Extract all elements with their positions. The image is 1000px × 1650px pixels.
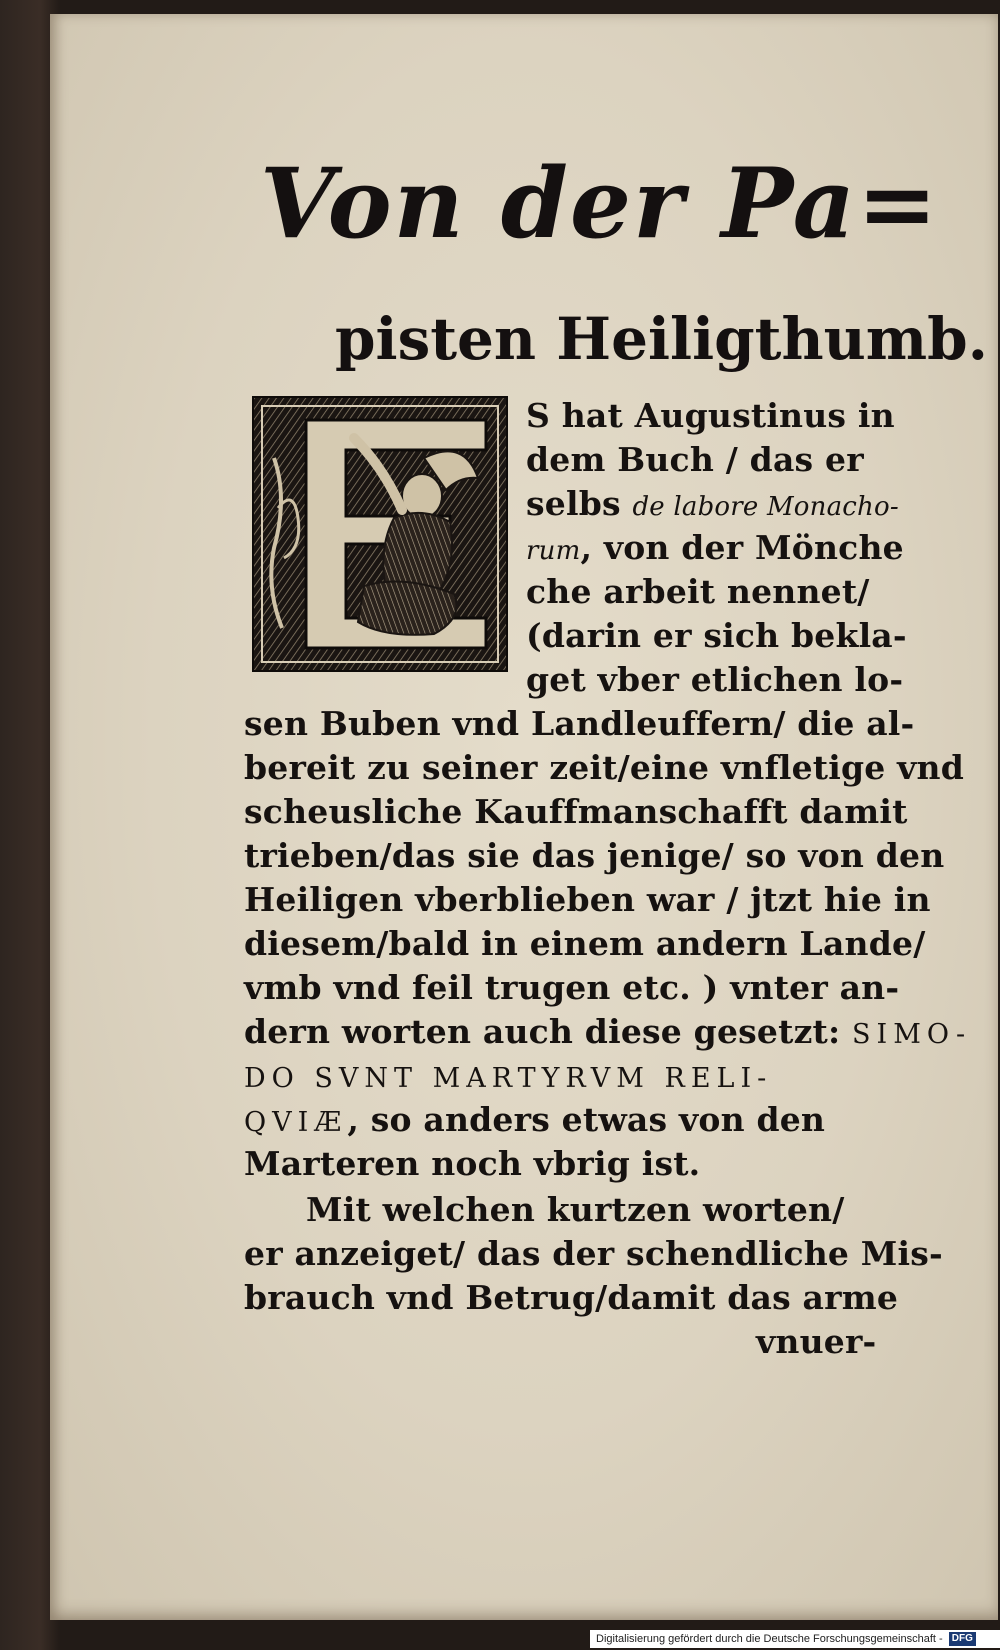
- text-line: scheusliche Kauffmanschafft damit: [244, 792, 908, 831]
- text-line: trieben/das sie das jenige/ so von den: [244, 836, 945, 875]
- text-line: che arbeit nennet/: [526, 572, 870, 611]
- text-line: diesem/bald in einem andern Lande/: [244, 924, 926, 963]
- woodcut-initial: [252, 396, 508, 672]
- catchword: vnuer-: [756, 1322, 877, 1361]
- latin-phrase: rum: [526, 536, 581, 566]
- text-line: brauch vnd Betrug/damit das arme: [244, 1278, 899, 1317]
- text-line: [244, 1100, 825, 1143]
- latin-caps: SIMO-: [852, 1019, 972, 1050]
- text-word: , von der Mönche: [580, 528, 904, 567]
- text-line: Marteren noch vbrig ist.: [244, 1144, 701, 1183]
- text-line: [244, 1056, 772, 1099]
- text-line: Heiligen vberblieben war / jtzt hie in: [244, 880, 931, 919]
- book-page: [50, 14, 998, 1620]
- page-text: [50, 14, 998, 1620]
- text-word: selbs: [526, 484, 621, 523]
- text-line: Mit welchen kurtzen worten/: [306, 1190, 845, 1229]
- text-line: er anzeiget/ das der schendliche Mis-: [244, 1234, 943, 1273]
- heading-line-2: pisten Heiligthumb.: [335, 305, 988, 373]
- text-word: dern worten auch diese gesetzt:: [244, 1012, 841, 1051]
- text-line: [244, 1012, 971, 1055]
- digitization-credit: [590, 1630, 1000, 1648]
- latin-caps: QVIÆ: [244, 1107, 348, 1138]
- text-line: [526, 484, 899, 527]
- text-line: sen Buben vnd Landleuffern/ die al-: [244, 704, 915, 743]
- latin-phrase: de labore Monacho-: [632, 492, 899, 522]
- text-line: bereit zu seiner zeit/eine vnfletige vnd: [244, 748, 964, 787]
- heading-line-1: Von der Pa=: [260, 147, 940, 260]
- credit-text: Digitalisierung gefördert durch die Deutsche Forschungsgemeinschaft -: [596, 1633, 943, 1645]
- text-line: vmb vnd feil trugen etc. ) vnter an-: [244, 968, 900, 1007]
- dfg-logo: DFG: [949, 1632, 976, 1646]
- text-line: [526, 528, 904, 571]
- latin-caps: DO SVNT MARTYRVM RELI-: [244, 1063, 773, 1094]
- text-line: get vber etlichen lo-: [526, 660, 904, 699]
- woodcut-initial-illustration: [254, 398, 506, 670]
- text-line: (darin er sich bekla-: [526, 616, 907, 655]
- text-line: S hat Augustinus in: [526, 396, 895, 435]
- text-line: dem Buch / das er: [526, 440, 864, 479]
- text-word: , so anders etwas von den: [347, 1100, 826, 1139]
